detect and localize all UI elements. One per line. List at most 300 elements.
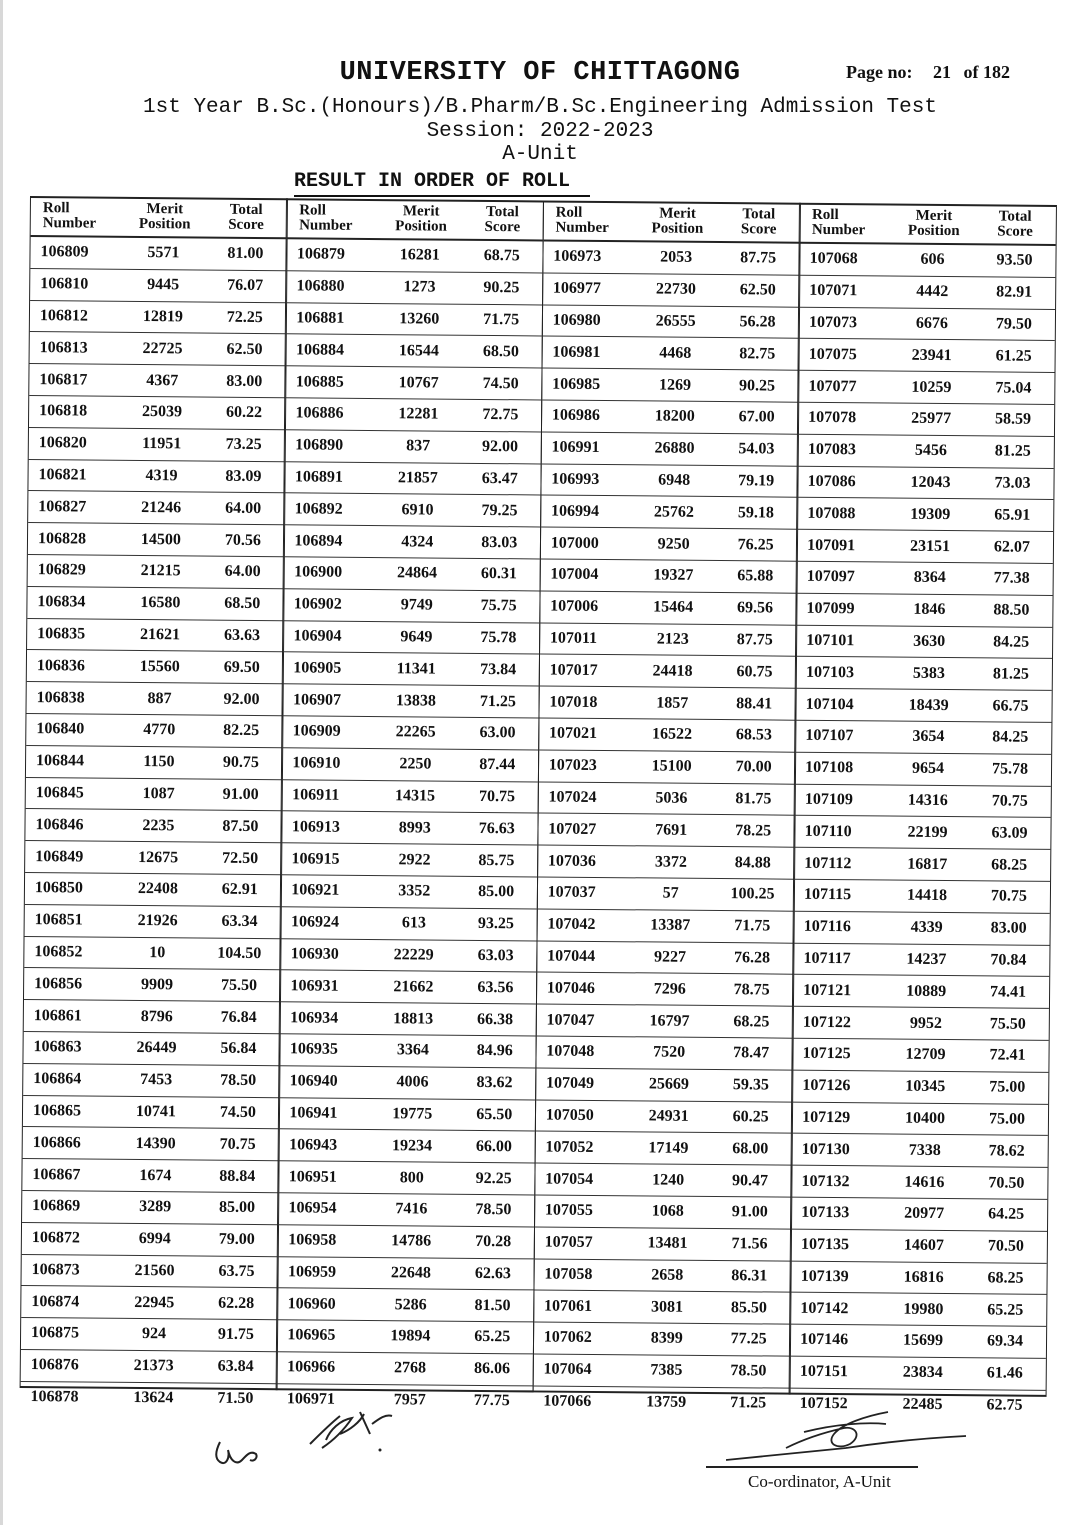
merit-position-cell: 10767: [398, 373, 439, 392]
roll-number-cell: 106931: [290, 977, 339, 995]
roll-number-cell: 106834: [37, 593, 86, 611]
total-score-cell: 87.75: [736, 631, 773, 649]
merit-position-cell: 8399: [650, 1329, 683, 1348]
merit-position-cell: 23151: [909, 537, 951, 555]
total-score-cell: 61.25: [995, 347, 1032, 365]
table-row: [30, 332, 286, 366]
table-row: [26, 778, 282, 812]
merit-position-cell: 8993: [398, 818, 431, 837]
table-row: [791, 1261, 1047, 1295]
header-total-score: Total Score: [997, 208, 1033, 240]
result-table-column: [276, 198, 544, 1410]
merit-position-cell: 19234: [391, 1136, 433, 1155]
roll-number-cell: 107044: [547, 947, 596, 965]
total-score-cell: 82.91: [996, 283, 1033, 301]
total-score-cell: 79.25: [481, 501, 518, 520]
merit-position-cell: 19894: [390, 1327, 431, 1346]
merit-position-cell: 12709: [905, 1045, 946, 1064]
header-roll-number: Roll Number: [299, 202, 353, 234]
merit-position-cell: 21926: [137, 912, 178, 930]
roll-number-cell: 107068: [809, 250, 858, 268]
total-score-cell: 76.84: [220, 1008, 257, 1026]
total-score-cell: 70.75: [478, 787, 516, 806]
total-score-cell: 72.75: [482, 406, 519, 424]
header-total-score: Total Score: [740, 206, 777, 238]
roll-number-cell: 107126: [802, 1076, 851, 1095]
header-roll-number: Roll Number: [811, 206, 866, 239]
total-score-cell: 74.41: [990, 983, 1027, 1001]
table-row: [280, 1034, 536, 1068]
roll-number-cell: 107036: [547, 852, 597, 870]
table-row: [791, 1166, 1047, 1200]
total-score-cell: 58.59: [995, 410, 1032, 429]
roll-number-cell: 106924: [290, 913, 340, 931]
merit-position-cell: 22725: [142, 339, 183, 358]
roll-number-cell: 107109: [804, 790, 853, 809]
roll-number-cell: 106863: [33, 1038, 82, 1056]
table-row: [284, 589, 540, 623]
merit-position-cell: 22730: [655, 280, 696, 299]
total-score-cell: 81.25: [992, 665, 1029, 683]
total-score-cell: 90.25: [483, 279, 520, 297]
total-score-cell: 77.75: [473, 1391, 510, 1410]
merit-position-cell: 12819: [142, 307, 183, 326]
total-score-cell: 60.75: [736, 662, 773, 681]
total-score-cell: 66.75: [992, 696, 1029, 715]
table-row: [23, 1032, 279, 1066]
total-score-cell: 60.25: [732, 1108, 769, 1126]
roll-number-cell: 106886: [295, 404, 344, 423]
roll-number-cell: 106954: [288, 1199, 337, 1218]
merit-position-cell: 24931: [648, 1107, 689, 1125]
merit-position-cell: 24418: [652, 662, 693, 680]
page-label: Page no:: [846, 62, 913, 82]
total-score-cell: 71.75: [734, 917, 771, 935]
merit-position-cell: 26449: [136, 1039, 177, 1057]
table-row: [27, 587, 283, 621]
total-score-cell: 64.00: [225, 499, 262, 517]
total-score-cell: 75.00: [988, 1110, 1026, 1128]
table-row: [792, 1070, 1048, 1104]
table-row: [281, 875, 537, 909]
total-score-cell: 68.00: [732, 1139, 769, 1158]
total-score-cell: 92.00: [223, 690, 260, 708]
roll-number-cell: 106965: [287, 1326, 336, 1345]
table-header: [800, 205, 1056, 246]
merit-position-cell: 3352: [398, 882, 431, 900]
merit-position-cell: 1087: [142, 784, 175, 803]
total-score-cell: 92.00: [482, 438, 519, 456]
roll-number-cell: 107139: [800, 1267, 849, 1286]
total-score-cell: 88.50: [993, 601, 1030, 619]
merit-position-cell: 22229: [393, 946, 434, 964]
merit-position-cell: 14237: [906, 950, 947, 968]
total-score-cell: 62.50: [739, 281, 776, 299]
total-score-cell: 62.07: [993, 537, 1031, 556]
total-score-cell: 70.50: [987, 1237, 1024, 1255]
merit-position-cell: 14500: [140, 530, 182, 548]
table-row: [541, 432, 797, 466]
merit-position-cell: 3654: [912, 728, 945, 746]
total-score-cell: 64.25: [988, 1205, 1025, 1224]
table-row: [790, 1293, 1046, 1327]
total-score-cell: 61.46: [986, 1364, 1023, 1382]
table-row: [542, 337, 798, 371]
merit-position-cell: 21246: [141, 498, 182, 517]
merit-position-cell: 7416: [395, 1200, 428, 1218]
table-header: [31, 198, 287, 239]
signature-coordinator: [726, 1408, 976, 1468]
table-row: [285, 462, 541, 496]
merit-position-cell: 9445: [147, 276, 180, 294]
total-score-cell: 70.75: [990, 887, 1027, 906]
roll-number-cell: 107073: [808, 313, 858, 332]
table-row: [286, 303, 542, 337]
table-row: [543, 241, 799, 275]
table-row: [792, 1134, 1048, 1168]
merit-position-cell: 7520: [653, 1043, 686, 1062]
total-score-cell: 70.00: [735, 758, 772, 776]
total-score-cell: 74.50: [482, 374, 519, 392]
merit-position-cell: 25762: [653, 503, 695, 521]
total-score-cell: 63.34: [221, 912, 258, 931]
total-score-cell: 68.50: [224, 594, 261, 613]
roll-number-cell: 106861: [33, 1006, 82, 1024]
roll-number-cell: 106838: [36, 688, 85, 707]
table-row: [539, 750, 795, 784]
merit-position-cell: 25669: [648, 1075, 690, 1093]
merit-position-cell: 18813: [393, 1009, 434, 1028]
table-row: [282, 780, 538, 814]
roll-number-cell: 107042: [547, 915, 596, 934]
total-score-cell: 91.00: [731, 1203, 768, 1221]
total-score-cell: 75.04: [995, 379, 1032, 397]
table-row: [539, 718, 795, 752]
table-row: [26, 746, 282, 780]
merit-position-cell: 7385: [650, 1361, 683, 1380]
merit-position-cell: 6948: [658, 471, 691, 489]
total-score-cell: 63.63: [223, 626, 261, 644]
merit-position-cell: 22199: [907, 823, 948, 841]
roll-number-cell: 107075: [808, 345, 857, 364]
roll-number-cell: 106851: [34, 911, 83, 929]
merit-position-cell: 8796: [140, 1007, 173, 1025]
merit-position-cell: 1857: [656, 694, 689, 712]
roll-number-cell: 106980: [552, 311, 601, 329]
header-merit-position: Merit Position: [138, 201, 191, 233]
total-score-cell: 70.75: [219, 1135, 256, 1153]
merit-position-cell: 837: [406, 437, 431, 455]
table-row: [537, 941, 793, 975]
total-score-cell: 69.34: [986, 1332, 1024, 1351]
table-row: [792, 1102, 1048, 1136]
table-row: [799, 244, 1055, 278]
roll-number-cell: 106828: [37, 529, 87, 548]
merit-position-cell: 4006: [396, 1073, 429, 1091]
table-row: [282, 812, 538, 846]
merit-position-cell: 9654: [912, 759, 945, 778]
roll-number-cell: 106909: [292, 722, 341, 741]
total-score-cell: 63.84: [217, 1357, 254, 1376]
table-row: [30, 237, 286, 271]
table-row: [283, 653, 539, 687]
table-row: [795, 721, 1051, 755]
merit-position-cell: 12675: [138, 848, 179, 866]
roll-number-cell: 107110: [804, 822, 852, 840]
table-row: [798, 371, 1054, 405]
merit-position-cell: 22945: [134, 1293, 175, 1311]
table-row: [794, 880, 1050, 914]
total-score-cell: 79.50: [995, 315, 1032, 333]
result-title: RESULT IN ORDER OF ROLL: [294, 170, 590, 197]
merit-position-cell: 7296: [653, 980, 686, 998]
merit-position-cell: 1240: [652, 1170, 685, 1189]
roll-number-cell: 107077: [808, 377, 857, 395]
merit-position-cell: 14786: [391, 1232, 432, 1250]
table-row: [541, 464, 797, 498]
roll-number-cell: 107117: [803, 949, 851, 968]
merit-position-cell: 21857: [397, 469, 438, 487]
merit-position-cell: 2053: [660, 248, 693, 267]
total-score-cell: 68.25: [991, 855, 1028, 874]
header-total-score: Total Score: [484, 203, 521, 236]
roll-number-cell: 107116: [803, 917, 851, 936]
merit-position-cell: 1150: [143, 753, 175, 771]
total-score-cell: 77.38: [993, 569, 1030, 588]
table-row: [793, 943, 1049, 977]
merit-position-cell: 25039: [141, 403, 183, 421]
merit-position-cell: 12043: [910, 473, 951, 492]
roll-number-cell: 106840: [36, 720, 85, 738]
table-row: [21, 1254, 277, 1288]
total-score-cell: 79.19: [738, 472, 775, 490]
merit-position-cell: 5286: [394, 1295, 427, 1314]
roll-number-cell: 106844: [35, 752, 85, 770]
roll-number-cell: 106930: [290, 945, 339, 963]
total-score-cell: 63.75: [218, 1262, 255, 1280]
roll-number-cell: 106902: [293, 595, 342, 613]
roll-number-cell: 107115: [803, 886, 852, 904]
total-score-cell: 82.25: [223, 722, 260, 740]
roll-number-cell: 106907: [292, 690, 342, 709]
roll-number-cell: 106873: [31, 1260, 80, 1279]
total-score-cell: 75.78: [991, 760, 1029, 778]
table-row: [543, 273, 799, 307]
merit-position-cell: 7453: [140, 1071, 173, 1089]
table-row: [281, 907, 537, 941]
table-row: [798, 434, 1054, 468]
total-score-cell: 84.96: [476, 1042, 513, 1060]
total-score-cell: 56.28: [739, 313, 776, 331]
total-score-cell: 71.50: [217, 1389, 254, 1408]
roll-number-cell: 107061: [544, 1297, 593, 1315]
total-score-cell: 68.53: [735, 726, 773, 744]
roll-number-cell: 107000: [550, 534, 599, 552]
merit-position-cell: 887: [147, 689, 172, 707]
roll-number-cell: 106891: [294, 468, 344, 486]
total-score-cell: 85.50: [730, 1298, 768, 1317]
merit-position-cell: 18200: [654, 407, 695, 426]
roll-number-cell: 107037: [547, 883, 596, 902]
roll-number-cell: 106850: [34, 879, 84, 897]
table-row: [799, 339, 1055, 373]
table-row: [284, 557, 540, 591]
test-title: 1st Year B.Sc.(Honours)/B.Pharm/B.Sc.Engineering Admission Test: [143, 96, 937, 119]
table-row: [25, 873, 281, 907]
merit-position-cell: 26555: [655, 312, 696, 330]
roll-number-cell: 107130: [801, 1140, 850, 1158]
roll-number-cell: 106867: [32, 1165, 81, 1183]
table-row: [23, 1064, 279, 1098]
roll-number-cell: 106935: [289, 1040, 339, 1059]
merit-position-cell: 2235: [142, 816, 175, 835]
table-row: [536, 1005, 792, 1039]
merit-position-cell: 6910: [401, 501, 434, 519]
table-row: [28, 491, 284, 525]
merit-position-cell: 6676: [915, 314, 949, 332]
table-row: [25, 841, 281, 875]
total-score-cell: 78.50: [475, 1201, 512, 1219]
table-row: [535, 1132, 791, 1166]
table-row: [26, 682, 282, 716]
total-score-cell: 76.25: [737, 535, 774, 554]
table-row: [21, 1318, 277, 1352]
merit-position-cell: 9649: [400, 628, 433, 646]
merit-position-cell: 23941: [911, 346, 952, 364]
total-score-cell: 60.22: [225, 404, 263, 422]
merit-position-cell: 1269: [658, 376, 692, 394]
total-score-cell: 87.75: [740, 249, 777, 267]
roll-number-cell: 107088: [807, 504, 856, 522]
table-row: [538, 814, 794, 848]
roll-number-cell: 106856: [34, 974, 83, 993]
total-score-cell: 104.50: [217, 944, 262, 962]
merit-position-cell: 1273: [403, 278, 436, 296]
roll-number-cell: 107048: [546, 1042, 595, 1061]
result-table-column: [532, 200, 800, 1412]
total-score-cell: 74.50: [219, 1103, 256, 1121]
table-row: [542, 369, 798, 403]
total-score-cell: 65.25: [474, 1328, 511, 1346]
merit-position-cell: 24864: [396, 564, 438, 582]
merit-position-cell: 16544: [398, 342, 440, 360]
roll-number-cell: 107132: [801, 1172, 850, 1190]
roll-number-cell: 106827: [38, 497, 87, 516]
merit-position-cell: 11951: [142, 435, 182, 453]
merit-position-cell: 16580: [140, 594, 181, 612]
merit-position-cell: 19327: [653, 566, 694, 585]
table-row: [24, 937, 280, 971]
table-row: [283, 684, 539, 718]
roll-number-cell: 106809: [40, 243, 89, 261]
merit-position-cell: 19775: [392, 1105, 433, 1123]
total-score-cell: 65.50: [476, 1105, 513, 1124]
table-row: [793, 1039, 1049, 1073]
roll-number-cell: 106865: [32, 1101, 82, 1120]
roll-number-cell: 107006: [550, 597, 599, 616]
page-number: [846, 62, 1010, 83]
roll-number-cell: 106864: [33, 1070, 82, 1088]
table-row: [535, 1164, 791, 1198]
table-row: [534, 1227, 790, 1261]
roll-number-cell: 106849: [35, 847, 84, 866]
merit-position-cell: 5383: [912, 664, 945, 682]
table-row: [29, 364, 285, 398]
merit-position-cell: 19309: [910, 505, 951, 523]
roll-number-cell: 106981: [552, 343, 601, 361]
total-score-cell: 88.41: [736, 694, 773, 713]
roll-number-cell: 106971: [286, 1390, 335, 1408]
total-score-cell: 78.25: [735, 821, 772, 840]
total-score-cell: 75.75: [480, 597, 517, 615]
table-row: [798, 403, 1054, 437]
roll-number-cell: 107101: [806, 631, 855, 650]
merit-position-cell: 1068: [651, 1202, 684, 1221]
signature-1: [206, 1420, 276, 1475]
total-score-cell: 86.06: [473, 1360, 511, 1378]
merit-position-cell: 14315: [395, 787, 436, 805]
roll-number-cell: 106812: [39, 307, 89, 325]
total-score-cell: 66.00: [475, 1137, 513, 1155]
roll-number-cell: 107062: [543, 1329, 592, 1347]
table-row: [790, 1325, 1046, 1359]
table-row: [29, 428, 285, 462]
merit-position-cell: 15560: [139, 657, 180, 676]
total-score-cell: 81.25: [994, 442, 1031, 460]
result-table-column: [20, 196, 288, 1408]
table-row: [798, 466, 1054, 500]
merit-position-cell: 26880: [654, 439, 695, 457]
table-row: [278, 1257, 534, 1291]
unit-line: A-Unit: [502, 143, 578, 166]
total-score-cell: 78.50: [730, 1362, 767, 1380]
table-row: [535, 1195, 791, 1229]
table-row: [540, 623, 796, 657]
table-row: [21, 1350, 277, 1384]
roll-number-cell: 106993: [551, 470, 600, 488]
merit-position-cell: 4319: [145, 466, 178, 485]
total-score-cell: 82.75: [739, 344, 776, 363]
roll-number-cell: 107057: [544, 1233, 593, 1252]
roll-number-cell: 107027: [548, 820, 597, 838]
roll-number-cell: 107071: [809, 281, 858, 300]
table-row: [280, 1066, 536, 1100]
table-row: [538, 846, 794, 880]
total-score-cell: 85.00: [218, 1198, 256, 1217]
merit-position-cell: 16797: [649, 1011, 690, 1030]
total-score-cell: 84.25: [993, 633, 1030, 651]
merit-position-cell: 2250: [399, 755, 432, 773]
roll-number-cell: 106875: [31, 1324, 80, 1342]
merit-position-cell: 2123: [656, 630, 689, 648]
coordinator-label: Co-ordinator, A-Unit: [748, 1472, 891, 1491]
total-score-cell: 72.25: [226, 308, 263, 327]
total-score-cell: 72.50: [222, 849, 259, 867]
table-row: [26, 714, 282, 748]
table-row: [279, 1098, 535, 1132]
table-row: [278, 1193, 534, 1227]
total-score-cell: 62.63: [474, 1264, 511, 1283]
merit-position-cell: 20977: [904, 1204, 945, 1223]
table-row: [796, 689, 1052, 723]
total-score-cell: 76.28: [733, 949, 771, 967]
merit-position-cell: 4468: [659, 344, 692, 362]
roll-number-cell: 107017: [549, 661, 598, 679]
table-row: [534, 1323, 790, 1357]
merit-position-cell: 4770: [143, 721, 176, 739]
merit-position-cell: 7338: [908, 1141, 941, 1159]
merit-position-cell: 21373: [133, 1357, 174, 1375]
